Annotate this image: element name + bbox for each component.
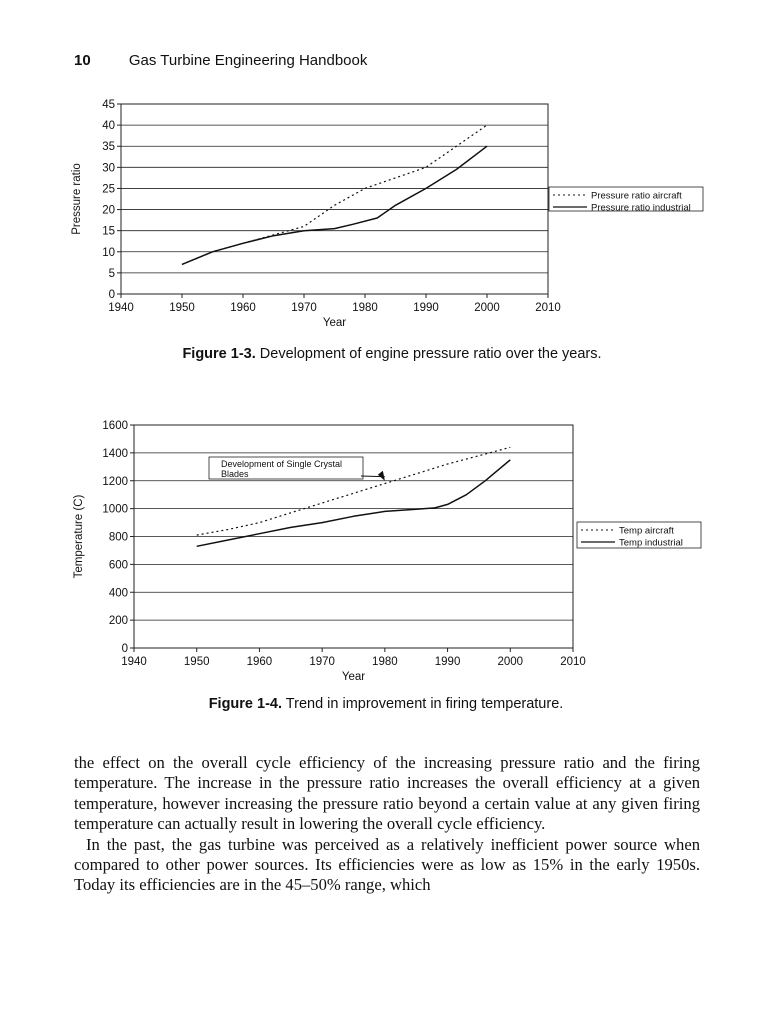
x-tick-label: 1960 (230, 302, 256, 314)
y-tick-label: 800 (108, 531, 128, 544)
running-header (74, 52, 367, 69)
legend-label: Pressure ratio aircraft (591, 190, 682, 202)
y-tick-label: 1200 (102, 475, 128, 488)
y-tick-label: 0 (121, 643, 128, 655)
figure-1-3-caption (8, 346, 768, 362)
plot-area (121, 104, 548, 294)
legend-label: Pressure ratio industrial (591, 202, 691, 214)
y-tick-label: 600 (108, 559, 128, 572)
annotation-text: Development of Single Crystal (221, 459, 343, 469)
y-tick-label: 35 (102, 141, 115, 154)
x-axis-label: Year (341, 671, 366, 683)
figure-1-3-text: Development of engine pressure ratio over the years. (259, 346, 602, 362)
figure-1-4-caption (2, 696, 768, 712)
page-number: 10 (74, 52, 91, 69)
x-tick-label: 1950 (169, 302, 195, 314)
x-tick-label: 2000 (474, 302, 500, 314)
figure-1-3-label: Figure 1-3. (182, 346, 256, 362)
y-tick-label: 400 (108, 587, 128, 600)
pressure-ratio-chart (0, 96, 768, 341)
annotation-arrow-head (378, 471, 385, 481)
y-tick-label: 1400 (102, 447, 128, 460)
legend-label: Temp industrial (619, 537, 683, 549)
x-axis-label: Year (322, 317, 347, 329)
firing-temperature-chart (0, 415, 768, 690)
y-tick-label: 30 (102, 162, 115, 175)
y-tick-label: 1600 (102, 420, 128, 432)
paragraph: In the past, the gas turbine was perceived as a relatively inefficient power source when compared to other power sources. Its efficiencies were as low as 15% in the early 1950s. Today its efficiencies are in the 45–50% range, which (74, 834, 700, 895)
paragraph: the effect on the overall cycle efficiency of the increasing pressure ratio and the firing temperature. The increase in the pressure ratio increases the overall efficiency at a given temperature, however increasing the pressure ratio beyond a certain value at any given firing temperature can actually result in lowering the overall cycle efficiency. (74, 753, 700, 834)
running-title: Gas Turbine Engineering Handbook (128, 52, 368, 69)
x-tick-label: 1940 (108, 302, 134, 314)
legend-label: Temp aircraft (619, 525, 674, 537)
x-tick-label: 1960 (246, 656, 273, 668)
x-tick-label: 2010 (560, 656, 586, 668)
x-tick-label: 1990 (434, 656, 461, 668)
x-tick-label: 1980 (352, 302, 378, 314)
y-tick-label: 1000 (102, 503, 128, 516)
y-tick-label: 45 (102, 99, 115, 111)
annotation-text: Blades (221, 469, 249, 479)
x-tick-label: 1970 (291, 302, 317, 314)
y-axis-label: Temperature (C) (73, 494, 85, 579)
y-tick-label: 10 (102, 246, 115, 259)
body-text (74, 753, 700, 896)
y-axis-label: Pressure ratio (71, 163, 83, 235)
figure-1-4-text: Trend in improvement in firing temperature. (285, 696, 564, 712)
y-tick-label: 200 (108, 615, 128, 628)
figure-1-4-label: Figure 1-4. (208, 696, 283, 712)
y-tick-label: 25 (102, 183, 115, 196)
x-tick-label: 1950 (183, 656, 210, 668)
x-tick-label: 1940 (121, 656, 147, 668)
y-tick-label: 20 (102, 204, 115, 217)
x-tick-label: 2010 (535, 302, 561, 314)
x-tick-label: 2000 (497, 656, 524, 668)
x-tick-label: 1990 (413, 302, 439, 314)
y-tick-label: 40 (102, 120, 115, 133)
y-tick-label: 5 (108, 267, 115, 280)
y-tick-label: 0 (108, 289, 115, 301)
x-tick-label: 1970 (309, 656, 335, 668)
x-tick-label: 1980 (372, 656, 398, 668)
y-tick-label: 15 (102, 225, 115, 238)
